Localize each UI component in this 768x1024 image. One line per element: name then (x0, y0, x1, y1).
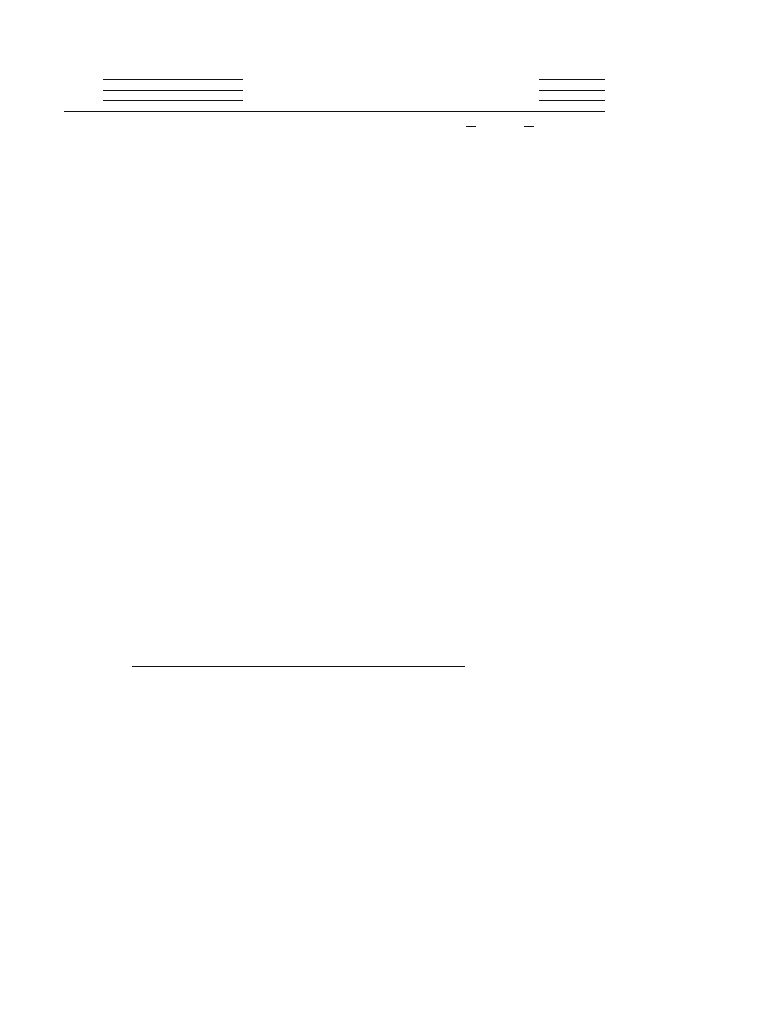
fraction-right (524, 126, 534, 127)
fraction-right-num (524, 126, 534, 127)
fraction-left-num (466, 126, 476, 127)
signature-coach-left-line[interactable] (132, 666, 465, 667)
fraction-left (466, 126, 476, 127)
